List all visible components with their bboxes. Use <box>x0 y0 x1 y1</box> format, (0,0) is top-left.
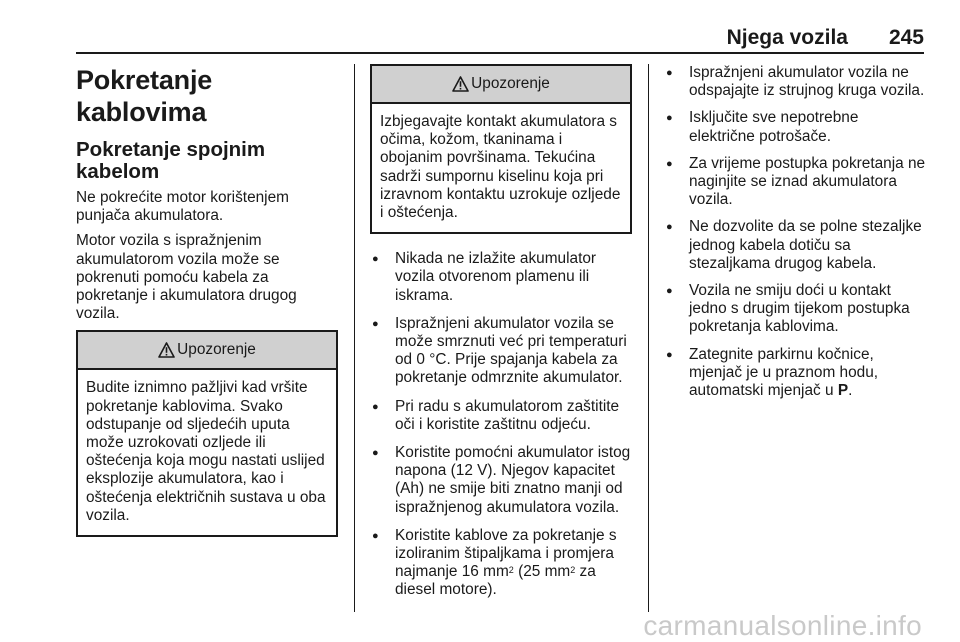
superscript: 2 <box>508 565 514 576</box>
warning-triangle-icon <box>452 76 469 92</box>
list-item <box>664 346 926 401</box>
list-item: ● Ne dozvolite da se polne stezaljke jednog kabela dotiču sa stezaljkama drugog kabela. <box>664 218 926 273</box>
section-subtitle: Pokretanje spojnim kabelom <box>76 138 266 183</box>
page-number: 245 <box>888 26 924 49</box>
list-item: ● Isključite sve nepotrebne električne potrošače. <box>664 109 926 145</box>
list-item: ● Koristite pomoćni akumulator istog napona (12 V). Njegov kapacitet (Ah) ne smije biti znatno manji od ispražnjenog akumulatora vozila. <box>370 444 632 517</box>
list-item: ● Ispražnjeni akumulator vozila ne odspajajte iz strujnog kruga vozila. <box>664 64 926 100</box>
list-item: ● Vozila ne smiju doći u kontakt jedno s drugim tijekom postupka pokretanja kablovima. <box>664 282 926 337</box>
paragraph-2: Motor vozila s ispražnjenim akumulatorom vozila može se pokrenuti pomoću kabela za pokretanje i akumulatora drugog vozila. <box>76 232 297 323</box>
cable-spec-text: Koristite kablove za pokretanje s izoliranim štipaljkama i promjera najmanje 16 mm <box>395 526 617 581</box>
list-item: ● Pri radu s akumulatorom zaštitite oči i koristite zaštitnu odjeću. <box>370 398 632 434</box>
warning-label: Upozorenje <box>471 74 550 92</box>
warning-header <box>78 332 336 370</box>
gear-position: P <box>837 382 849 400</box>
header-rule <box>76 52 924 54</box>
section-title: Pokretanje kablovima <box>76 65 213 127</box>
column-3 <box>664 64 926 409</box>
parking-text: Zategnite parkirnu kočnice, mjenjač je u praznom hodu, automatski mjenjač u <box>689 345 879 400</box>
list-item: ● Nikada ne izlažite akumulator vozila otvorenom plamenu ili iskrama. <box>370 250 632 305</box>
list-item: ● Ispražnjeni akumulator vozila se može smrznuti već pri temperaturi od 0 °C. Prije spajanja kabela za pokretanje odmrznite akumulator. <box>370 315 632 388</box>
warning-text: Izbjegavajte kontakt akumulatora s očima, kožom, tkaninama i obojanim površinama. Tekućina sadrži sumpornu kiselinu koja pri izravnom kontaktu uzrokuje ozljede i oštećenja. <box>380 113 621 222</box>
list-item: ● Za vrijeme postupka pokretanja ne naginjite se iznad akumulatora vozila. <box>664 155 926 210</box>
paragraph-1: Ne pokrećite motor korištenjem punjača akumulatora. <box>76 189 289 225</box>
column-1 <box>76 64 338 547</box>
warning-box-1 <box>76 330 338 537</box>
column-2 <box>370 64 632 610</box>
column-divider-2 <box>648 64 649 612</box>
superscript: 2 <box>570 565 576 576</box>
list-item <box>370 527 632 600</box>
header-title: Njega vozila <box>726 26 848 49</box>
bullet-list-2 <box>370 250 632 599</box>
watermark: carmanualsonline.info <box>643 610 922 641</box>
warning-box-2 <box>370 64 632 234</box>
warning-triangle-icon <box>158 342 175 358</box>
bullet-list-3 <box>664 64 926 400</box>
cable-spec-text: za diesel motore). <box>395 563 596 599</box>
warning-text: Budite iznimno pažljivi kad vršite pokretanje kablovima. Svako odstupanje od sljedećih uputa može uzrokovati ozljede ili oštećenja koja mogu nastati uslijed eksplozije akumulatora, kao i oštećenja električnih sustava u oba vozila. <box>86 379 326 524</box>
cable-spec-text: (25 mm <box>513 563 571 581</box>
warning-label: Upozorenje <box>177 341 256 359</box>
warning-header <box>372 66 630 104</box>
column-divider-1 <box>354 64 355 612</box>
parking-text: . <box>848 382 853 400</box>
